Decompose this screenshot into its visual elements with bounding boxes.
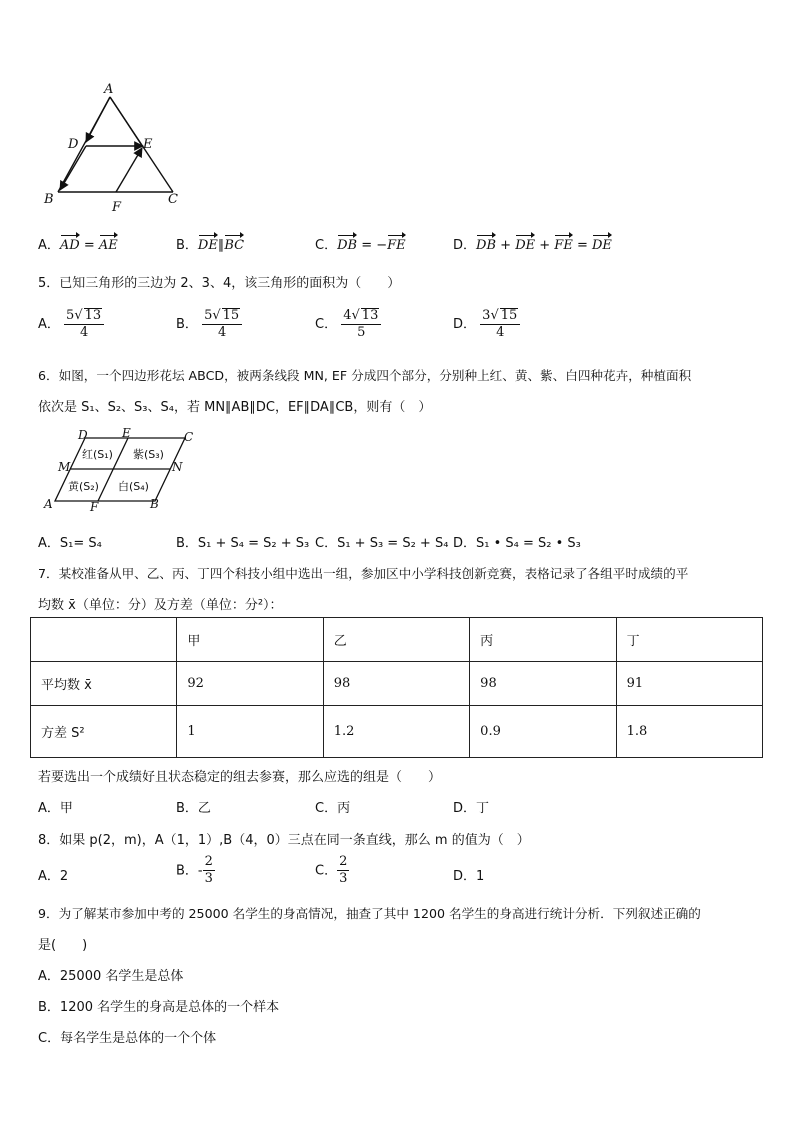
q8-stem: 8．如果 p(2，m)，A（1，1）,B（4，0）三点在同一条直线，那么 m 的值为（ ） bbox=[38, 833, 530, 848]
q7-option-a[interactable]: A．甲 bbox=[38, 801, 73, 816]
q5-option-c[interactable]: C． $\frac{4√ 13}{5}$ bbox=[315, 308, 381, 341]
q8-option-d[interactable]: D．1 bbox=[453, 869, 485, 884]
q8-option-a[interactable]: A．2 bbox=[38, 869, 69, 884]
q4-option-c[interactable]: C．DB = −FE bbox=[315, 234, 406, 253]
q6-stem-line1: 6．如图，一个四边形花坛 ABCD，被两条线段 MN, EF 分成四个部分，分别种上红、黄、紫、白四种花卉，种植面积 bbox=[38, 368, 692, 383]
q8-option-c[interactable]: C． $\frac{2}{3}$ bbox=[315, 854, 348, 887]
q4-option-a[interactable]: A．AD = AE bbox=[38, 234, 118, 253]
table-cell: 1.8 bbox=[616, 706, 762, 758]
q5-option-d[interactable]: D． $\frac{3√ 15}{4}$ bbox=[453, 308, 520, 341]
label-c: C bbox=[168, 192, 178, 207]
q5-option-b[interactable]: B． $\frac{5√ 15}{4}$ bbox=[176, 308, 242, 341]
region-purple: 紫(S₃) bbox=[133, 448, 164, 461]
q6-label-f: F bbox=[90, 500, 99, 514]
label-a: A bbox=[104, 82, 114, 97]
table-cell: 方差 S² bbox=[31, 706, 177, 758]
q6-label-d: D bbox=[78, 428, 88, 442]
q7-option-b[interactable]: B．乙 bbox=[176, 801, 211, 816]
table-header-cell bbox=[31, 618, 177, 662]
q6-label-m: M bbox=[58, 460, 71, 474]
label-e: E bbox=[143, 137, 153, 152]
table-cell: 1 bbox=[177, 706, 323, 758]
q8-option-b[interactable]: B．- $\frac{2}{3}$ bbox=[176, 854, 213, 887]
q9-option-b[interactable]: B．1200 名学生的身高是总体的一个样本 bbox=[38, 1000, 280, 1015]
q6-option-c[interactable]: C．S₁ + S₃ = S₂ + S₄ bbox=[315, 536, 449, 551]
q9-option-c[interactable]: C．每名学生是总体的一个个体 bbox=[38, 1031, 217, 1046]
q6-label-e: E bbox=[122, 426, 131, 440]
table-cell: 1.2 bbox=[323, 706, 469, 758]
q9-option-a[interactable]: A．25000 名学生是总体 bbox=[38, 969, 184, 984]
region-white: 白(S₄) bbox=[118, 480, 149, 493]
table-cell: 98 bbox=[470, 662, 616, 706]
q5-stem: 5．已知三角形的三边为 2、3、4，该三角形的面积为（ ） bbox=[38, 276, 401, 291]
label-d: D bbox=[68, 137, 79, 152]
q7-option-c[interactable]: C．丙 bbox=[315, 801, 351, 816]
region-red: 红(S₁) bbox=[82, 448, 113, 461]
table-cell: 98 bbox=[323, 662, 469, 706]
label-b: B bbox=[44, 192, 54, 207]
q6-label-b: B bbox=[150, 497, 159, 511]
q6-option-b[interactable]: B．S₁ + S₄ = S₂ + S₃ bbox=[176, 536, 310, 551]
table-cell: 平均数 x̄ bbox=[31, 662, 177, 706]
q5-option-a[interactable]: A． $\frac{5√ 13}{4}$ bbox=[38, 308, 104, 341]
q7-stem-line1: 7．某校准备从甲、乙、丙、丁四个科技小组中选出一组，参加区中小学科技创新竞赛，表格记录了各组平时成绩的平 bbox=[38, 566, 689, 581]
table-row bbox=[31, 662, 763, 706]
table-header-cell: 甲 bbox=[177, 618, 323, 662]
q6-label-a: A bbox=[44, 497, 53, 511]
q9-stem-line1: 9．为了解某市参加中考的 25000 名学生的身高情况，抽查了其中 1200 名学生的身高进行统计分析．下列叙述正确的 bbox=[38, 906, 701, 921]
q4-option-b[interactable]: B．DE∥BC bbox=[176, 234, 244, 253]
scores-table bbox=[30, 617, 763, 758]
label-f: F bbox=[112, 200, 122, 215]
table-header-cell: 丁 bbox=[616, 618, 762, 662]
region-yellow: 黄(S₂) bbox=[68, 480, 99, 493]
q6-label-c: C bbox=[184, 430, 194, 444]
q9-stem-line2: 是( ) bbox=[38, 938, 88, 953]
table-header-cell: 丙 bbox=[470, 618, 616, 662]
q7-stem-line2: 均数 x̄（单位：分）及方差（单位：分²）： bbox=[38, 598, 283, 613]
table-row bbox=[31, 706, 763, 758]
q6-stem-line2: 依次是 S₁、S₂、S₃、S₄，若 MN∥AB∥DC，EF∥DA∥CB，则有（ ） bbox=[38, 400, 432, 415]
table-cell: 0.9 bbox=[470, 706, 616, 758]
table-cell: 91 bbox=[616, 662, 762, 706]
table-header-row bbox=[31, 618, 763, 662]
q6-option-d[interactable]: D．S₁ • S₄ = S₂ • S₃ bbox=[453, 536, 581, 551]
q4-option-d[interactable]: D．DB + DE + FE = DE bbox=[453, 234, 612, 253]
table-cell: 92 bbox=[177, 662, 323, 706]
q7-option-d[interactable]: D．丁 bbox=[453, 801, 490, 816]
table-header-cell: 乙 bbox=[323, 618, 469, 662]
q7-question: 若要选出一个成绩好且状态稳定的组去参赛，那么应选的组是（ ） bbox=[38, 770, 442, 785]
q6-label-n: N bbox=[172, 460, 183, 474]
q6-option-a[interactable]: A．S₁= S₄ bbox=[38, 536, 102, 551]
